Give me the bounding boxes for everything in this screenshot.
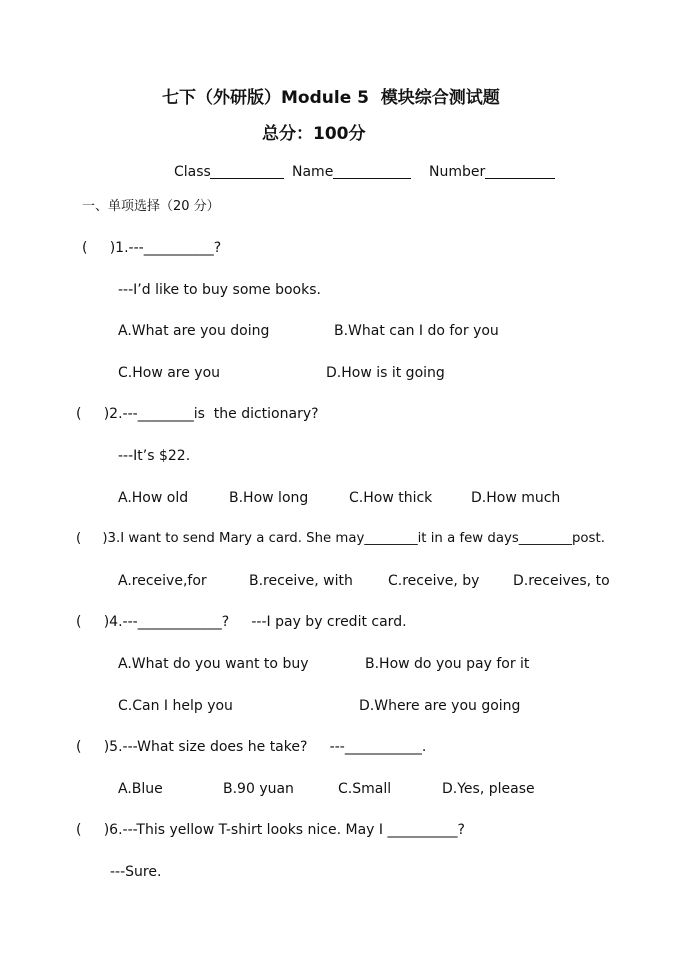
- question-5-stem: ( )5.---What size does he take? ---___________.: [76, 739, 427, 755]
- question-6-stem: ( )6.---This yellow T-shirt looks nice. May I __________?: [76, 822, 465, 838]
- question-2-option-a[interactable]: A.How old: [118, 490, 189, 506]
- name-field[interactable]: [333, 178, 411, 179]
- question-3-option-b[interactable]: B.receive, with: [249, 573, 353, 589]
- question-4-option-b[interactable]: B.How do you pay for it: [365, 656, 530, 672]
- total-score: 总分：100分: [262, 124, 366, 144]
- question-4-option-c[interactable]: C.Can I help you: [118, 698, 233, 714]
- question-1-stem: ( )1.---__________?: [82, 240, 222, 256]
- question-2-option-c[interactable]: C.How thick: [349, 490, 433, 506]
- question-5-option-c[interactable]: C.Small: [338, 781, 392, 797]
- question-3-option-d[interactable]: D.receives, to: [513, 573, 610, 589]
- question-2-stem: ( )2.---________is the dictionary?: [76, 406, 319, 422]
- question-1-option-a[interactable]: A.What are you doing: [118, 323, 270, 339]
- class-label: Class: [174, 164, 211, 180]
- class-field[interactable]: [210, 178, 284, 179]
- name-label: Name: [292, 164, 334, 180]
- question-1-option-b[interactable]: B.What can I do for you: [334, 323, 499, 339]
- question-1-option-d[interactable]: D.How is it going: [326, 365, 445, 381]
- question-2-reply: ---It’s $22.: [118, 448, 191, 464]
- question-1-reply: ---I’d like to buy some books.: [118, 282, 321, 298]
- question-4-option-a[interactable]: A.What do you want to buy: [118, 656, 309, 672]
- question-3-stem: ( )3.I want to send Mary a card. She may________it in a few days________post.: [76, 531, 605, 546]
- number-label: Number: [429, 164, 486, 180]
- question-6-reply: ---Sure.: [110, 864, 162, 880]
- question-4-stem: ( )4.---____________? ---I pay by credit card.: [76, 614, 407, 630]
- question-4-option-d[interactable]: D.Where are you going: [359, 698, 521, 714]
- question-5-option-a[interactable]: A.Blue: [118, 781, 163, 797]
- section-heading: 一、单项选择（20 分）: [82, 199, 220, 214]
- question-2-option-d[interactable]: D.How much: [471, 490, 561, 506]
- number-field[interactable]: [485, 178, 555, 179]
- question-5-option-b[interactable]: B.90 yuan: [223, 781, 294, 797]
- question-5-option-d[interactable]: D.Yes, please: [442, 781, 535, 797]
- question-1-option-c[interactable]: C.How are you: [118, 365, 221, 381]
- question-3-option-a[interactable]: A.receive,for: [118, 573, 207, 589]
- page-title: 七下（外研版）Module 5 模块综合测试题: [162, 88, 500, 108]
- question-3-option-c[interactable]: C.receive, by: [388, 573, 480, 589]
- question-2-option-b[interactable]: B.How long: [229, 490, 309, 506]
